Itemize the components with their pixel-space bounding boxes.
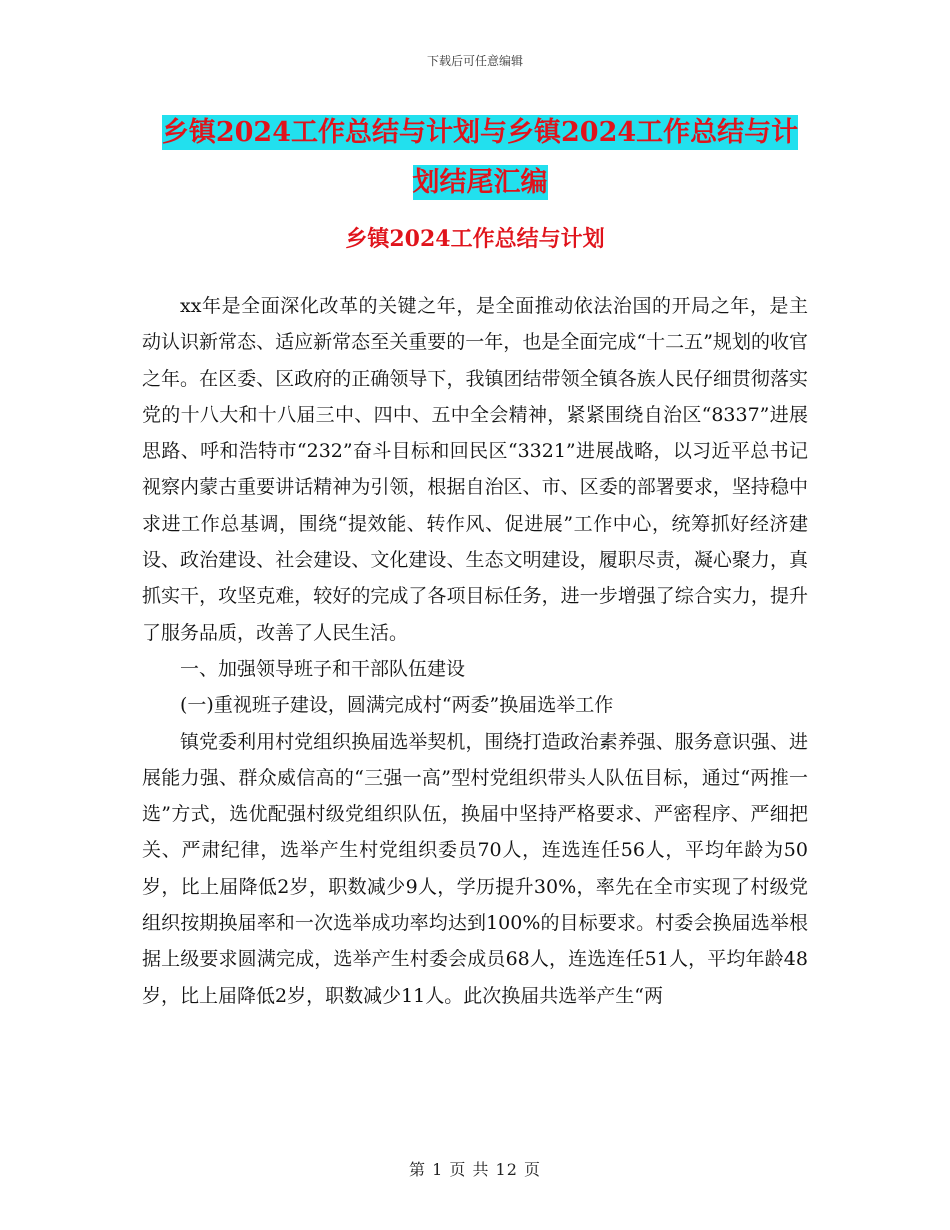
section-heading-1: 一、加强领导班子和干部队伍建设	[180, 657, 466, 680]
document-title	[150, 108, 810, 208]
section-title: 乡镇2024工作总结与计划	[345, 226, 605, 252]
subsection-heading-1: (一)重视班子建设，圆满完成村“两委”换届选举工作	[180, 694, 614, 717]
page-number: 第 1 页 共 12 页	[409, 1160, 541, 1179]
document-body	[142, 288, 808, 1014]
body-paragraph-intro: xx年是全面深化改革的关键之年，是全面推动依法治国的开局之年，是主动认识新常态、适应新常态至关重要的一年，也是全面完成“十二五”规划的收官之年。在区委、区政府的正确领导下，我镇团结带领全镇各族人民仔细贯彻落实党的十八大和十八届三中、四中、五中全会精神，紧紧围绕自治区“8337”进展思路、呼和浩特市“232”奋斗目标和回民区“3321”进展战略，以习近平总书记视察内蒙古重要讲话精神为引领，根据自治区、市、区委的部署要求，坚持稳中求进工作总基调，围绕“提效能、转作风、促进展”工作中心，统筹抓好经济建设、政治建设、社会建设、文化建设、生态文明建设，履职尽责，凝心聚力，真抓实干，攻坚克难，较好的完成了各项目标任务，进一步增强了综合实力，提升了服务品质，改善了人民生活。	[142, 295, 808, 644]
document-title-text: 乡镇2024工作总结与计划与乡镇2024工作总结与计划结尾汇编	[161, 117, 799, 198]
page-header-note: 下载后可任意编辑	[426, 54, 523, 68]
body-paragraph-election: 镇党委利用村党组织换届选举契机，围绕打造政治素养强、服务意识强、进展能力强、群众威信高的“三强一高”型村党组织带头人队伍目标，通过“两推一选”方式，选优配强村级党组织队伍，换届中坚持严格要求、严密程序、严细把关、严肃纪律，选举产生村党组织委员70人，连选连任56人，平均年龄为50岁，比上届降低2岁，职数减少9人，学历提升30%，率先在全市实现了村级党组织按期换届率和一次选举成功率均达到100%的目标要求。村委会换届选举根据上级要求圆满完成，选举产生村委会成员68人，连选连任51人，平均年龄48岁，比上届降低2岁，职数减少11人。此次换届共选举产生“两	[142, 730, 808, 1007]
